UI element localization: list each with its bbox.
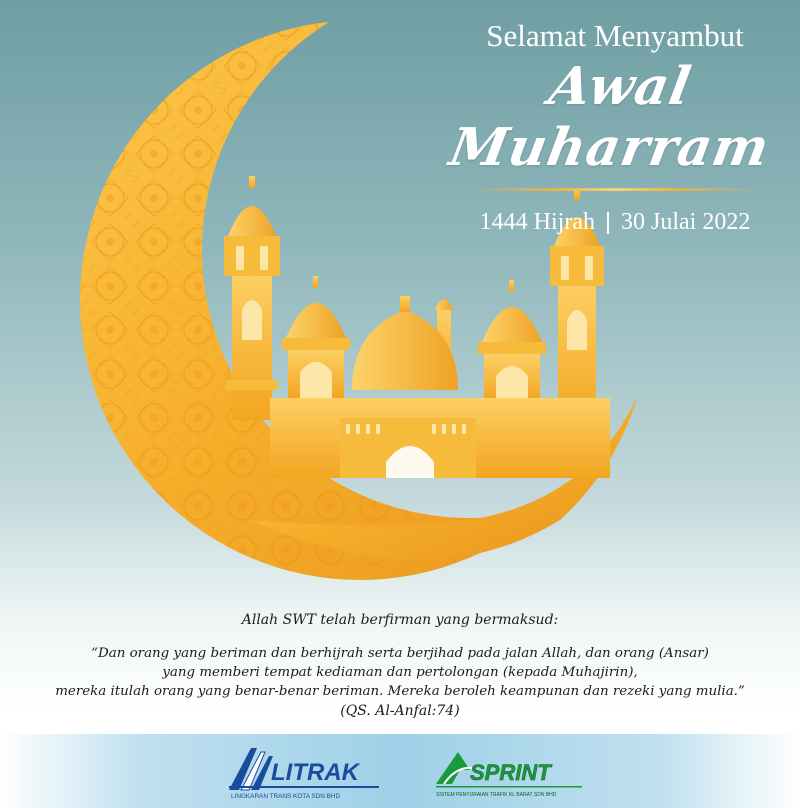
quote-line: mereka itulah orang yang benar-benar beriman. Mereka beroleh keampunan dan rezeki yang mulia.” xyxy=(55,684,745,699)
greeting-text: Selamat Menyambut xyxy=(486,18,744,53)
quote-intro: Allah SWT telah berfirman yang bermaksud: xyxy=(241,612,559,628)
gregorian-date: 30 Julai 2022 xyxy=(620,209,751,235)
sprint-logo xyxy=(430,744,590,802)
quote-line: yang memberi tempat kediaman dan pertolongan (kepada Muhajirin), xyxy=(162,665,638,680)
event-title: Awal Muharram xyxy=(445,56,775,178)
sprint-tagline: SISTEM PENYURAIAN TRAFIK KL BARAT SDN BHD xyxy=(436,792,557,798)
quote-reference: (QS. Al-Anfal:74) xyxy=(340,703,460,719)
title-block xyxy=(440,14,790,236)
hijri-year: 1444 Hijrah xyxy=(479,209,595,235)
quran-quote xyxy=(0,612,800,719)
sprint-wordmark: SPRINT xyxy=(470,760,551,785)
quote-line: “Dan orang yang beriman dan berhijrah serta berjihad pada jalan Allah, dan orang (Ansar) xyxy=(91,646,709,661)
footer-band xyxy=(0,734,800,808)
litrak-tagline: LINGKARAN TRANS KOTA SDN BHD xyxy=(231,793,341,800)
litrak-wordmark: LITRAK xyxy=(271,759,359,786)
date-separator xyxy=(607,212,609,234)
litrak-logo xyxy=(225,740,385,804)
gold-divider xyxy=(470,188,760,191)
date-line xyxy=(440,209,790,236)
